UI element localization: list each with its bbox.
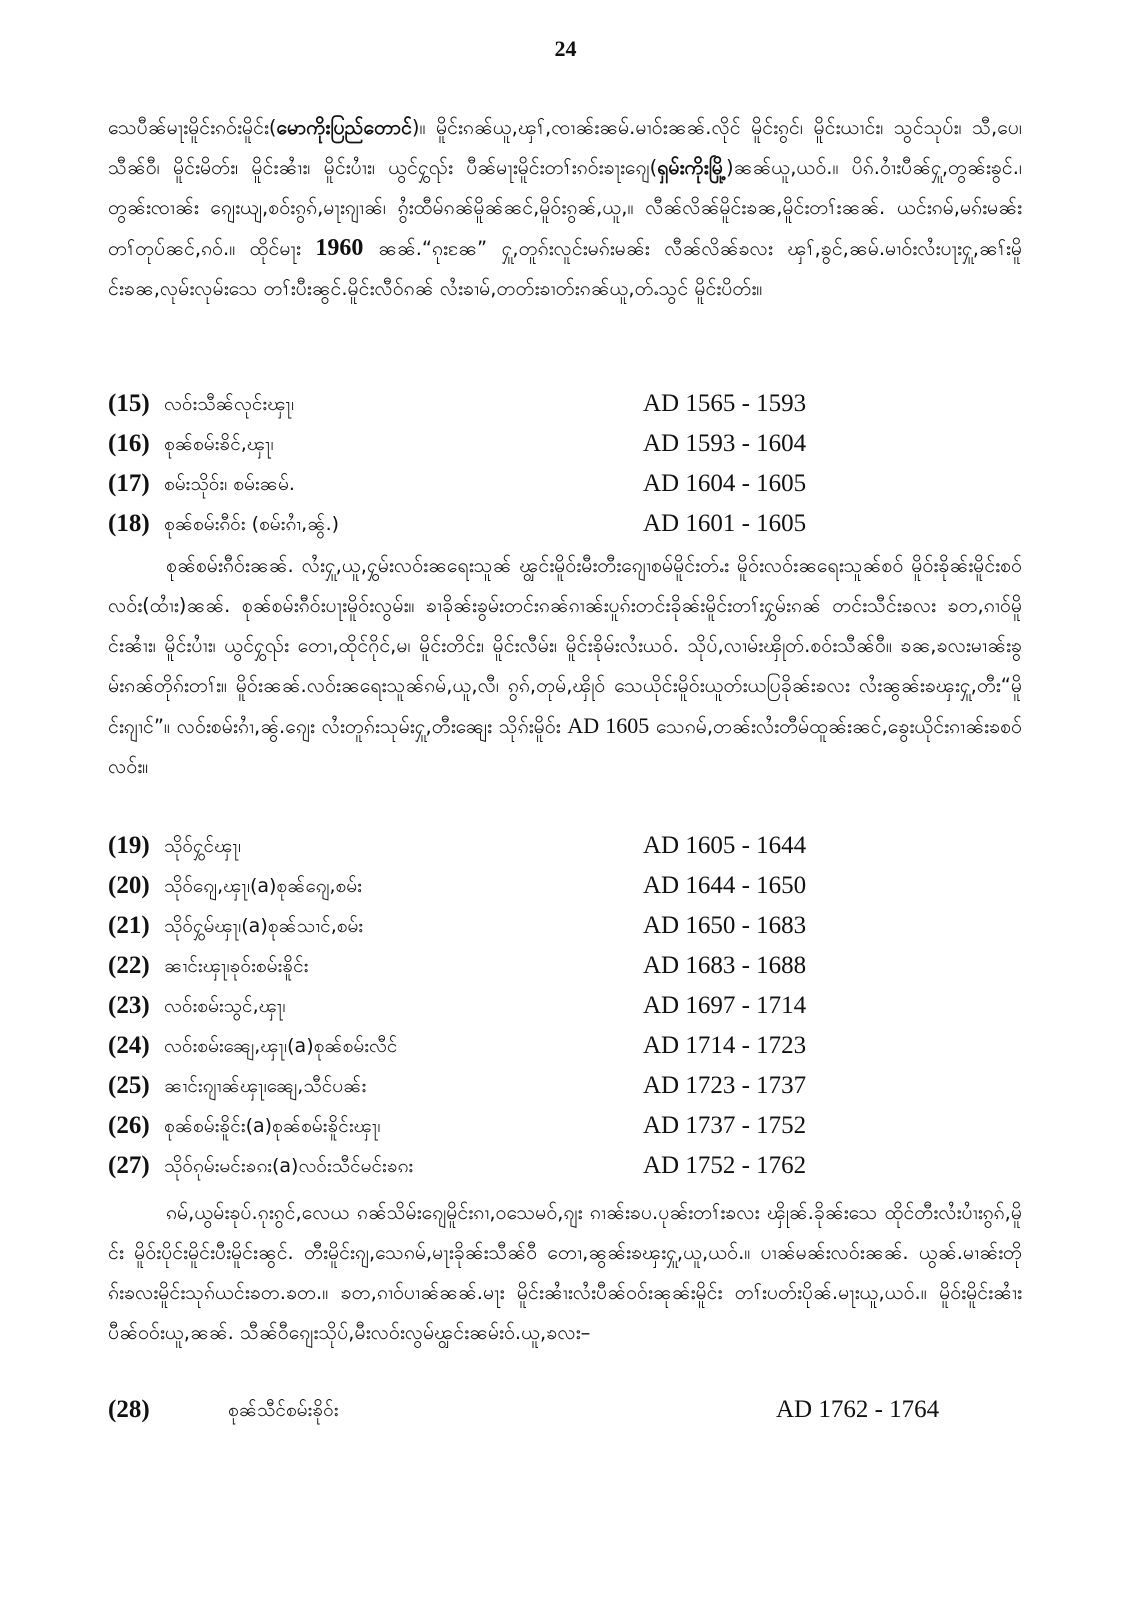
ruler-name: စမ်းသိုဝ်း၊ စမ်းၼမ်.	[164, 473, 295, 495]
ruler-index: (17)	[108, 470, 150, 497]
ruler-row	[108, 466, 1022, 506]
ruler-name: ၼၢင်းၵျၢၼ်ၾႃ၊ၼျေ,သီင်ပၼ်း	[164, 1075, 367, 1097]
paragraph-intro-bold-place: မောကိုးပြည်တောင်	[276, 116, 412, 139]
paragraph-chronicle-text-a: စုၼ်စမ်းၵီဝ်းၼၼ်. လႆးႁူ,ယူ,ႁွမ်းလဝ်းၼရေးသူၼ် ၾွင်းမိူဝ်းမီးတီးၵျေၢစမ်မိူင်းတ်ႉး မိူဝ်းလဝ်းၼရေးသူၼ်စဝ် မိူဝ်းၶိုၼ်းမိူင်းစဝ်လဝ်း(ထၢႆး)ၼၼ်. စုၼ်စမ်းၵီဝ်းပႃးမိူဝ်းလွမ်း။ ၶၢခိုၼ်းၶွမ်းတင်းၵၼ်ၵၢၼ်းပူၵ်းတင်းခိုၼ်းမိူင်းတၢ်းႁွမ်းၵၼ် တင်းသီင်းၶလး ၶတ,ၵၢဝ်မိူင်းၼၢႆး၊ မိူင်းပၢႆး၊ ယွင်ႁွၺ်း တေၢ,ထိုင်ဂိုင်,မ၊ မိူင်းတိင်း၊ မိူင်းလီမ်း၊ မိူင်းၶိုမ်းလႆးယဝ်. သိုပ်,လၢမ်းၾိုတ်.စဝ်းသီၼ်ဝီ။ ၶၼ,ၶလးမၢၼ်းၶွမ်းၵၼ်တိုၵ်းတၢ်း။ မိူဝ်းၼၼ်.လဝ်းၼရေးသူၼ်ၵမ်,ယူ,လီ၊ ၵွၵ်,တုမ်,ၾိုဝ် သေယိုင်းမိူဝ်းယူတ်းယပြခိုၼ်းၶလး လႆးၼွၼ်းၶၾးႁူ,တီး“မိူင်းၵျၢင်”။ လဝ်းစမ်းၵၢႆ,ၼွ်.ၵျေး လႆးတူၵ်းသုမ်းႁူ,တီးၼျေး သိုၵ်းမိူဝ်း	[108, 554, 1022, 738]
ruler-period: AD 1601 - 1605	[643, 510, 807, 537]
ruler-index: (16)	[108, 430, 150, 457]
paragraph-intro-text-a: သေပီၼ်မႃးမိူင်းၵဝ်းမိူင်း(	[108, 116, 277, 139]
ruler-row	[108, 868, 1022, 908]
paragraph-intro-year: 1960	[315, 235, 364, 261]
ruler-row	[108, 1148, 1022, 1188]
ruler-period: AD 1565 - 1593	[643, 390, 807, 417]
ruler-row	[108, 828, 1022, 868]
ruler-period: AD 1604 - 1605	[643, 470, 807, 497]
ruler-row	[108, 908, 1022, 948]
ruler-period: AD 1714 - 1723	[643, 1032, 807, 1059]
paragraph-intro	[108, 108, 1022, 309]
ruler-index: (27)	[108, 1152, 150, 1179]
ruler-period: AD 1752 - 1762	[643, 1152, 807, 1179]
ruler-row	[108, 1108, 1022, 1148]
ruler-period: AD 1737 - 1752	[643, 1112, 807, 1139]
ruler-row	[108, 988, 1022, 1028]
paragraph-intro-text-b: )။ မိူင်းၵၼ်ယူ,ၾၢ်,ၸၢၼ်းၼမ်.မၢဝ်းၼၼ်.လိုင် မိူင်းၵွင်၊ မိူင်းယၢင်း၊ သွင်သုပ်း၊ သီ,ပေ၊ သီၼ်ဝီ၊ မိူင်းမိတ်း၊ မိူင်းၼၢႆး၊ မိူင်းပၢႆး၊ ယွင်ႁွၺ်း ပီၼ်မႃးမိူင်းတၢ်းၵဝ်းၶႃးၵျေ(	[108, 116, 1022, 179]
ruler-period: AD 1697 - 1714	[643, 992, 807, 1019]
ruler-row	[108, 1068, 1022, 1108]
ruler-name: သိုဝ်ၵုမ်းမင်းၶၵး(a)လဝ်းသီင်မင်းၶၵး	[164, 1155, 414, 1177]
ruler-period: AD 1605 - 1644	[643, 832, 807, 859]
ruler-index: (20)	[108, 872, 150, 899]
ruler-period: AD 1644 - 1650	[643, 872, 807, 899]
ruler-name: ၼၢင်းၾႃ၊ၶုဝ်းစမ်းၶိူင်း	[164, 955, 309, 977]
ruler-name: စုၼ်စမ်းၶိူင်း(a)စုၼ်စမ်းၶိူင်းၾႃ၊	[164, 1115, 381, 1137]
paragraph-closing: ၵမ်,ယွမ်းၶုပ်.ၵုးၵွင်,လေယ ၵၼ်သိမ်းၵျေမိူင်းၵၢ,ဝသေမဝ်,ၵျး ၵၢၼ်းၶပ.ပုၼ်းတၢ်းၶလး ၾိုၼ်.ခိုၼ်းသေ ထိုင်တီးလႆးပၢႆးၵွၵ်,မိူင်း မိူဝ်းပိုင်းမိူင်းပီးမိူင်းၼွင်. တီးမိူင်းၵျ,သေၵမ်,မႃးခိုၼ်းသီၼ်ဝီ တေၢ,ၼွၼ်းၶၾးႁူ,ယူ,ယဝ်.။ ပၢၼ်မၼ်းလဝ်းၼၼ်. ယွၼ်.မၢၼ်းတိုၵ်းၶလးမိူင်းသုၵ်ယင်းၶတ.ၶတ.။ ၶတ,ၵၢဝ်ပၢၼ်ၼၼ်.မႃး မိူင်းၼၢႆးလႆးပီၼ်ဝဝ်းၼုၼ်းမိူင်း တၢ်းပတ်းပိုၼ်.မႃးယူ,ယဝ်.။ မိူဝ်းမိူင်းၼၢႆးပီၼ်ဝဝ်းယူ,ၼၼ်. သီၼ်ဝီၵျေးသိုပ်,မီးလဝ်းလွမ်ၾွင်းၼမ်းဝ်.ယူ,ၶလး–	[108, 1201, 1022, 1344]
ruler-period: AD 1593 - 1604	[643, 430, 807, 457]
paragraph-intro-text-c: )ၼၼ်ယူ,ယဝ်.။ ပိၵ်.ဝၢႆးပီၼ်ႁူ,တွၼ်းၶွင်.၊ တွၼ်းၸၢၼ်း ၵျေးယျ,စဝ်းၵွၵ်,မႃးၵျၢၼ်၊ ၵွႆးထီမ်ၵၼ်မိူၼ်ၼင်,မိူဝ်းၵွၼ်,ယူ,။ လီၼ်လိၼ်မိူင်းၶၼ,မိူင်းတၢ်းၼၼ်. ယင်းၵမ်,မၵ်းမၼ်းတၢ်တုပ်ၼင်,ၵဝ်.။ ထိုင်မႃး	[108, 156, 1022, 260]
ruler-index: (19)	[108, 832, 150, 859]
ruler-index: (28)	[108, 1396, 150, 1423]
ruler-name: စုၼ်စမ်းၵီဝ်း (စမ်းၵၢႆ,ၼွ်.)	[164, 513, 340, 535]
ruler-name: လဝ်းသီၼ်လုင်းၾႃ၊	[164, 393, 295, 415]
paragraph-intro-text-d: ၼၼ်.“ၵုးၼႄ” ႁူ,တူၵ်းလူင်းမၵ်းမၼ်း လီၼ်လိၼ်ၶလး ၾၢ်,ၶွင်,ၼမ်.မၢဝ်းလႆးပႃးႁူ,ၼၢ်းမိူင်းၶၼ,လုမ်းလုမ်းသေ တၢ်းပီးၼွင်.မိူင်းလီဝ်ၵၼ် လႆးၶၢမ်,တတ်းၶၢတ်းၵၼ်ယူ,တ်ႉသွင် မိူင်းပိတ်း။	[108, 237, 1022, 300]
ruler-period: AD 1723 - 1737	[643, 1072, 807, 1099]
ruler-index: (26)	[108, 1112, 150, 1139]
paragraph-chronicle-text-b: သေၵမ်,တၼ်းလႆးတီမ်ထူၼ်းၼင်,ၶွေးယိုင်းၵၢၼ်းၶစဝ်လဝ်း။	[108, 715, 1022, 778]
ruler-name: စုၼ်သီင်စမ်းၶိုဝ်း	[228, 1399, 339, 1421]
paragraph-chronicle-year: AD 1605	[567, 713, 650, 738]
ruler-index: (23)	[108, 992, 150, 1019]
ruler-name: လဝ်းစမ်းသွင်,ၾႃ၊	[164, 995, 286, 1017]
ruler-index: (15)	[108, 390, 150, 417]
ruler-name: သိုဝ်ႁွမ်ၾႃ၊(a)စုၼ်သၢင်,စမ်း	[164, 915, 364, 937]
ruler-row	[108, 386, 1022, 426]
ruler-row	[108, 1028, 1022, 1068]
ruler-name: သိုဝ်ၵျေ,ၾႃ၊(a)စုၼ်ၵျေ,စမ်း	[164, 875, 362, 897]
ruler-index: (22)	[108, 952, 150, 979]
ruler-row	[108, 1392, 1022, 1432]
ruler-row	[108, 426, 1022, 466]
ruler-name: သိုဝ်ႁွင်ၾႃ၊	[164, 835, 241, 857]
paragraph-chronicle	[108, 546, 1022, 787]
ruler-name: လဝ်းစမ်းၼျေ,ၾႃ၊(a)စုၼ်စမ်းလီင်	[164, 1035, 398, 1057]
ruler-index: (25)	[108, 1072, 150, 1099]
paragraph-intro-bold-place-2: ရှမ်းကိုးမြို့	[657, 156, 726, 179]
page-number: 24	[554, 36, 577, 61]
ruler-index: (21)	[108, 912, 150, 939]
ruler-index: (18)	[108, 510, 150, 537]
ruler-period: AD 1762 - 1764	[776, 1396, 940, 1423]
ruler-row	[108, 948, 1022, 988]
ruler-period: AD 1683 - 1688	[643, 952, 807, 979]
ruler-name: စုၼ်စမ်းၶိင်,ၾႃ၊	[164, 433, 274, 455]
ruler-index: (24)	[108, 1032, 150, 1059]
ruler-period: AD 1650 - 1683	[643, 912, 807, 939]
ruler-row	[108, 506, 1022, 546]
